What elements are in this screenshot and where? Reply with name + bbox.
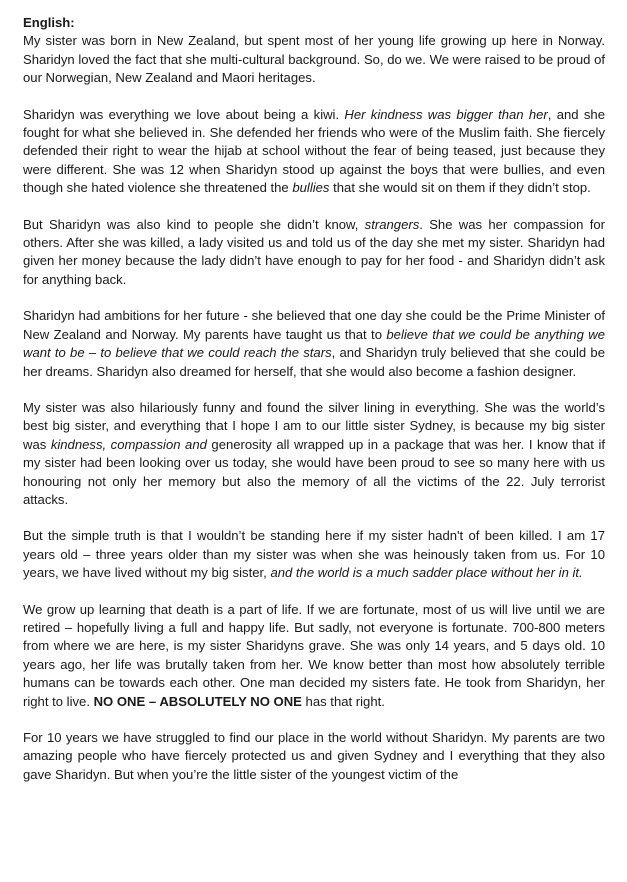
text-segment: has that right. [301, 693, 385, 709]
text-segment-italic: kindness, compassion and [50, 436, 207, 452]
text-segment-italic: and the world is a much sadder place without her in it. [270, 565, 583, 581]
paragraph-2 [23, 106, 605, 198]
text-segment-italic: believe that we could be anything we want to be – to believe that we could reach the stars [23, 326, 606, 361]
paragraph-7 [23, 601, 605, 711]
text-segment: Sharidyn had ambitions for her future - she believed that one day she could be the Prime Minister of New Zealand and Norway. My parents have taught us that to [23, 308, 605, 342]
text-segment: But the simple truth is that I wouldn’t be standing here if my sister hadn't of been killed. I am 17 years old – three years older than my sister was when she was heinously taken from us. For 10 years, we have lived without my big sister, [23, 528, 605, 581]
paragraph-3 [23, 216, 605, 290]
text-segment: My sister was born in New Zealand, but spent most of her young life growing up here in Norway. Sharidyn loved the fact that she multi-cultural background. So, do we. We were raised to be proud of our Norwegian, New Zealand and Maori heritages. [23, 33, 605, 86]
text-segment: , and Sharidyn truly believed that she could be her dreams. Sharidyn also dreamed for herself, that she would also become a fashion designer. [23, 345, 605, 379]
text-segment: that she would sit on them if they didn’t stop. [329, 180, 591, 196]
document-body [23, 32, 605, 784]
paragraph-1 [23, 32, 605, 87]
text-segment: , and she fought for what she believed in. She defended her friends who were of the Muslim faith. She fiercely defended their right to wear the hijab at school without the fear of being teased, just because they were different. She was 12 when Sharidyn stood up against the boys that were bullies, and even though she hated violence she threatened the [23, 106, 605, 196]
paragraph-5 [23, 399, 605, 509]
text-segment: We grow up learning that death is a part of life. If we are fortunate, most of us will live until we are retired – hopefully living a full and happy life. But sadly, not everyone is fortunate. 700-800 meters from where we are here, is my sister Sharidyns grave. She was only 14 years, and 5 days old. 10 years ago, her life was brutally taken from her. We know better than most how absolutely terrible humans can be towards each other. One man decided my sisters fate. He took from Sharidyn, her right to live. [23, 601, 605, 709]
text-segment: For 10 years we have struggled to find our place in the world without Sharidyn. My parents are two amazing people who have fiercely protected us and given Sydney and I everything that they also gave Sharidyn. But when you’re the little sister of the youngest victim of the [23, 730, 605, 782]
text-segment-italic: Her kindness was bigger than her [344, 106, 548, 122]
text-segment: generosity all wrapped up in a package that was her. I know that if my sister had been looking over us today, she would have been proud to see so many here with us honouring not only her memory but also the memory of all the victims of the 22. July terrorist attacks. [23, 436, 605, 507]
text-segment-bold: NO ONE – ABSOLUTELY NO ONE [93, 693, 302, 709]
text-segment: But Sharidyn was also kind to people she didn’t know, [23, 216, 365, 232]
paragraph-4 [23, 307, 605, 381]
paragraph-6 [23, 527, 605, 582]
document-heading: English: [23, 15, 75, 30]
text-segment-italic: bullies [292, 180, 330, 196]
text-segment: . She was her compassion for others. After she was killed, a lady visited us and told us of the day she met my sister. Sharidyn had given her money because the lady didn’t have enough to pay for her food - and Sharidyn didn’t ask for anything back. [23, 216, 605, 287]
text-segment: Sharidyn was everything we love about being a kiwi. [23, 106, 345, 122]
paragraph-8 [23, 729, 605, 784]
text-segment-italic: strangers [364, 216, 420, 232]
text-segment: My sister was also hilariously funny and found the silver lining in everything. She was the world’s best big sister, and everything that I hope I am to our little sister Sydney, is because my big sister was [23, 399, 605, 452]
